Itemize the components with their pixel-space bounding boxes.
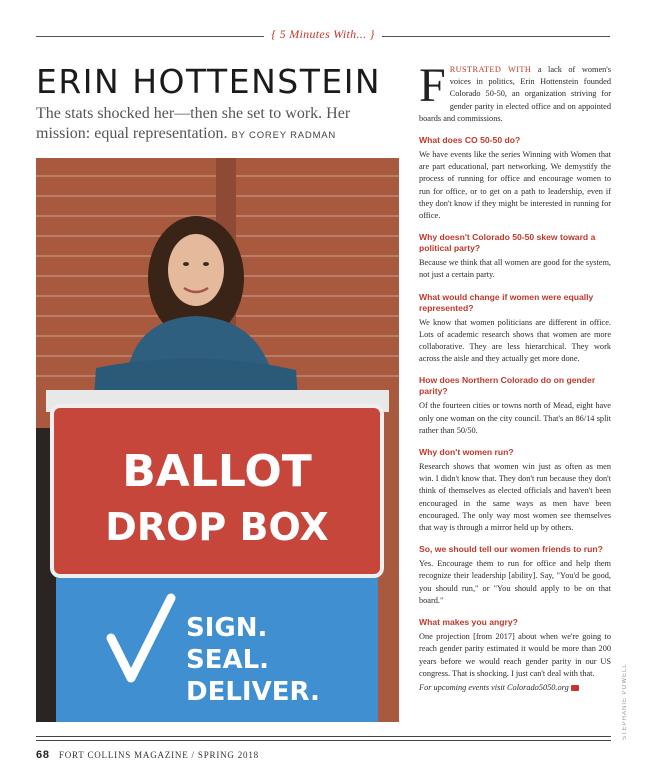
- magazine-logo-icon: [571, 685, 579, 691]
- article-deck: [36, 104, 391, 146]
- cta-text[interactable]: For upcoming events visit Colorado5050.org: [419, 682, 569, 692]
- deck-text: The stats shocked her—then she set to work. Her mission: equal representation.: [36, 105, 351, 142]
- section-kicker: { 5 Minutes With... }: [271, 27, 375, 41]
- slogan-line-2: SEAL.: [186, 645, 270, 675]
- answer-5: Research shows that women win just as often as men win. I didn't know that. They don't run because they don't think of themselves as elected officials and haven't been encouraged in the same ways as men have been encouraged. The only way most women see themselves that way is through a mirror held up by others.: [419, 462, 611, 533]
- intro-lead: RUSTRATED WITH: [449, 65, 532, 74]
- question-5: Why don't women run?: [419, 447, 514, 458]
- question-1: What does CO 50-50 do?: [419, 135, 521, 146]
- byline: BY COREY RADMAN: [231, 130, 337, 141]
- intro-paragraph: [419, 59, 612, 125]
- intro-text: a lack of women's voices in politics, Erin Hottenstein founded Colorado 50-50, an organization striving for gender parity in elected office and on appointed boards and commissions.: [419, 65, 612, 123]
- header-rule-right: [382, 36, 610, 37]
- question-2: Why doesn't Colorado 50-50 skew toward a political party?: [419, 232, 596, 254]
- answer-1: We have events like the series Winning with Women that are part educational, part networking. We demystify the process of running for office and encourage women to run for office, or to get on a path to leadership, even if they don't know if they might be interested in running for office.: [419, 150, 611, 221]
- question-7: What makes you angry?: [419, 617, 518, 628]
- photo-credit: STEPHANIE POWELL: [622, 663, 628, 740]
- slogan-line-3: DELIVER.: [186, 677, 320, 707]
- footer-rule-bottom: [36, 740, 611, 741]
- article-title: ERIN HOTTENSTEIN: [36, 62, 382, 101]
- footer-rule-top: [36, 736, 611, 737]
- sign-line-2: DROP BOX: [105, 505, 329, 549]
- article-body: [419, 59, 612, 696]
- slogan-line-1: SIGN.: [186, 613, 268, 643]
- footer-text: FORT COLLINS MAGAZINE / SPRING 2018: [58, 750, 259, 760]
- photo-illustration: [36, 158, 399, 722]
- header-rule-left: [36, 36, 264, 37]
- answer-6: Yes. Encourage them to run for office and help them recognize their leadership [ability]. Say, "You'd be good, you should run," or "You should apply to be on that board.": [419, 559, 611, 605]
- page-footer: [36, 749, 259, 761]
- answer-2: Because we think that all women are good for the system, not just a certain party.: [419, 258, 611, 280]
- question-6: So, we should tell our women friends to run?: [419, 544, 603, 555]
- sign-line-1: BALLOT: [122, 446, 312, 497]
- drop-cap: F: [419, 59, 446, 112]
- question-3: What would change if women were equally represented?: [419, 291, 594, 313]
- portrait-photo: [36, 158, 399, 722]
- question-4: How does Northern Colorado do on gender parity?: [419, 375, 596, 397]
- answer-3: We know that women politicians are different in office. Lots of academic research shows that women are more collaborative. They are less hierarchical. They work across the aisle and they actually get more done.: [419, 317, 611, 364]
- answer-7: One projection [from 2017] about when we're going to reach gender parity estimated it would be more than 200 years before we would reach gender parity in our US congress. That is shocking. I just can't deal with that.: [419, 632, 611, 678]
- answer-4: Of the fourteen cities or towns north of Mead, eight have only one woman on the city council. That's an 86/14 split rather than 50/50.: [419, 401, 611, 435]
- events-cta[interactable]: [419, 682, 611, 694]
- page-number: 68: [36, 749, 50, 761]
